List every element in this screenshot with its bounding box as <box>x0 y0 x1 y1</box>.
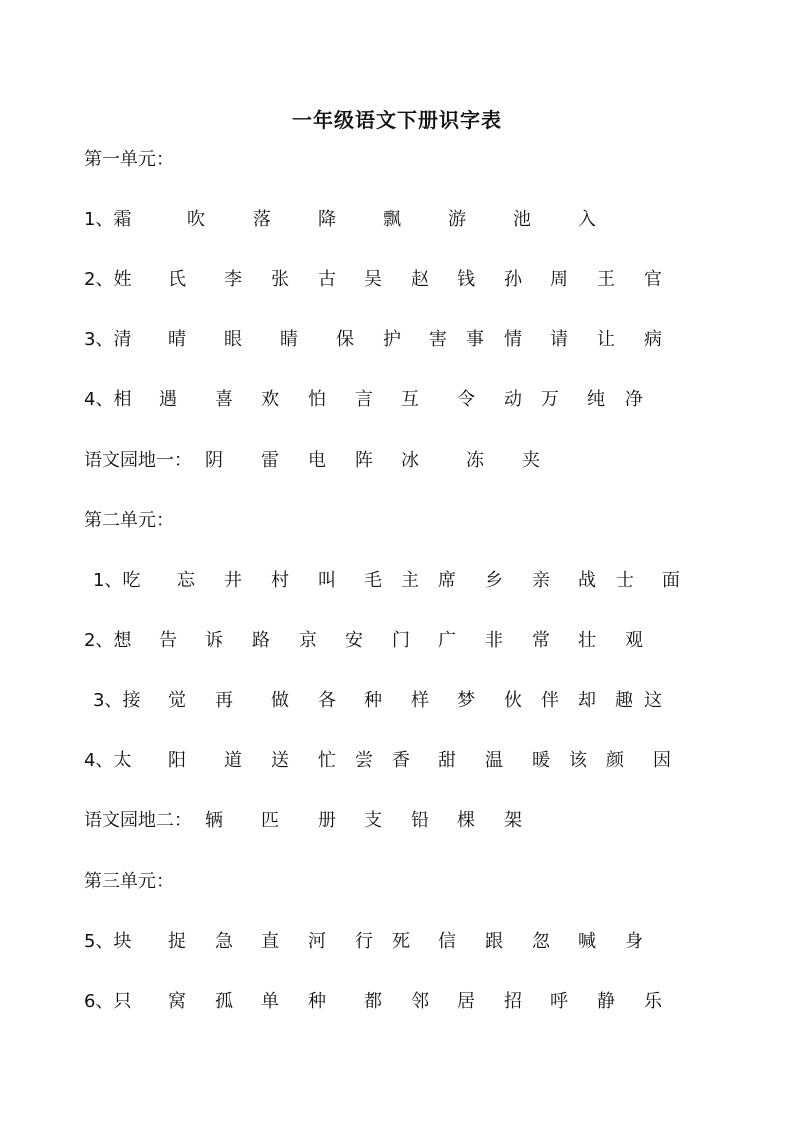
char: 样 <box>411 690 429 711</box>
char: 棵 <box>457 810 475 831</box>
char-row <box>0 686 794 716</box>
char: 周 <box>550 269 568 290</box>
char: 遇 <box>159 389 177 410</box>
char: 静 <box>597 991 615 1012</box>
row-label: 语文园地二： <box>84 810 192 831</box>
char-row <box>0 626 794 656</box>
char: 直 <box>261 931 279 952</box>
row-label: 5、块 <box>84 931 132 952</box>
char: 吴 <box>364 269 382 290</box>
char: 赵 <box>411 269 429 290</box>
unit-heading-label: 第三单元： <box>84 871 174 892</box>
unit-heading-label: 第一单元： <box>84 149 174 170</box>
char-row <box>0 446 794 476</box>
char: 毛 <box>364 570 382 591</box>
char: 居 <box>457 991 475 1012</box>
char: 觉 <box>168 690 186 711</box>
char: 阳 <box>168 750 186 771</box>
char: 叫 <box>318 570 336 591</box>
char: 万 <box>541 389 559 410</box>
char: 氏 <box>168 269 186 290</box>
char: 战 <box>578 570 596 591</box>
char: 因 <box>653 750 671 771</box>
char: 吹 <box>187 209 205 230</box>
char: 夹 <box>522 450 540 471</box>
char: 席 <box>438 570 456 591</box>
unit-heading <box>0 506 794 536</box>
char: 邻 <box>411 991 429 1012</box>
char: 睛 <box>280 329 298 350</box>
char: 池 <box>513 209 531 230</box>
char: 呼 <box>550 991 568 1012</box>
char: 情 <box>504 329 522 350</box>
char: 李 <box>224 269 242 290</box>
char: 电 <box>308 450 326 471</box>
char: 钱 <box>457 269 475 290</box>
unit-heading <box>0 867 794 897</box>
char: 乡 <box>485 570 503 591</box>
char-row <box>0 265 794 295</box>
char: 纯 <box>587 389 605 410</box>
char: 死 <box>392 931 410 952</box>
char: 却 <box>578 690 596 711</box>
char: 入 <box>578 209 596 230</box>
char: 怕 <box>308 389 326 410</box>
char: 请 <box>550 329 568 350</box>
char: 互 <box>401 389 419 410</box>
char: 非 <box>485 630 503 651</box>
char: 做 <box>271 690 289 711</box>
char: 阴 <box>205 450 223 471</box>
char: 都 <box>364 991 382 1012</box>
char: 单 <box>261 991 279 1012</box>
char: 广 <box>438 630 456 651</box>
char: 欢 <box>261 389 279 410</box>
char: 言 <box>355 389 373 410</box>
row-label: 2、姓 <box>84 269 132 290</box>
char: 喊 <box>578 931 596 952</box>
char-row <box>0 927 794 957</box>
char: 官 <box>644 269 662 290</box>
char: 辆 <box>205 810 223 831</box>
char: 士 <box>616 570 634 591</box>
char: 令 <box>457 389 475 410</box>
char-row <box>0 325 794 355</box>
char: 暖 <box>532 750 550 771</box>
char: 行 <box>355 931 373 952</box>
char: 阵 <box>355 450 373 471</box>
char: 铅 <box>411 810 429 831</box>
char: 册 <box>318 810 336 831</box>
row-label: 2、想 <box>84 630 132 651</box>
char: 信 <box>438 931 456 952</box>
char: 村 <box>271 570 289 591</box>
char: 安 <box>345 630 363 651</box>
char: 雷 <box>261 450 279 471</box>
char: 井 <box>224 570 242 591</box>
row-label: 4、太 <box>84 750 132 771</box>
char: 张 <box>271 269 289 290</box>
char-row <box>0 566 794 596</box>
char: 路 <box>252 630 270 651</box>
char: 捉 <box>168 931 186 952</box>
char: 趣 <box>615 690 633 711</box>
char: 保 <box>336 329 354 350</box>
char: 降 <box>318 209 336 230</box>
char: 晴 <box>168 329 186 350</box>
char: 伙 <box>504 690 522 711</box>
char: 动 <box>504 389 522 410</box>
char: 该 <box>569 750 587 771</box>
char: 招 <box>504 991 522 1012</box>
char: 眼 <box>224 329 242 350</box>
char: 诉 <box>205 630 223 651</box>
char-row <box>0 806 794 836</box>
char: 各 <box>318 690 336 711</box>
unit-heading-label: 第二单元： <box>84 510 174 531</box>
char: 亲 <box>532 570 550 591</box>
char: 甜 <box>438 750 456 771</box>
char: 乐 <box>644 991 662 1012</box>
char: 送 <box>271 750 289 771</box>
char: 落 <box>253 209 271 230</box>
char: 观 <box>625 630 643 651</box>
char: 让 <box>597 329 615 350</box>
char-row <box>0 746 794 776</box>
char: 跟 <box>485 931 503 952</box>
char: 喜 <box>215 389 233 410</box>
char: 急 <box>215 931 233 952</box>
char: 支 <box>364 810 382 831</box>
row-label: 6、只 <box>84 991 132 1012</box>
char: 种 <box>308 991 326 1012</box>
char: 忘 <box>177 570 195 591</box>
char: 病 <box>644 329 662 350</box>
char: 游 <box>448 209 466 230</box>
row-label: 3、接 <box>93 690 141 711</box>
char: 温 <box>485 750 503 771</box>
char: 种 <box>364 690 382 711</box>
char-row <box>0 987 794 1017</box>
char: 忽 <box>532 931 550 952</box>
char: 冰 <box>401 450 419 471</box>
char-row <box>0 205 794 235</box>
char: 孙 <box>504 269 522 290</box>
char: 王 <box>597 269 615 290</box>
char: 门 <box>392 630 410 651</box>
row-label: 1、吃 <box>93 570 141 591</box>
char: 古 <box>318 269 336 290</box>
page-title: 一年级语文下册识字表 <box>292 108 502 132</box>
char: 这 <box>644 690 662 711</box>
char: 面 <box>662 570 680 591</box>
char: 壮 <box>578 630 596 651</box>
char: 净 <box>625 389 643 410</box>
char: 告 <box>159 630 177 651</box>
char: 再 <box>215 690 233 711</box>
row-label: 4、相 <box>84 389 132 410</box>
row-label: 3、清 <box>84 329 132 350</box>
char-row <box>0 385 794 415</box>
row-label: 语文园地一： <box>84 450 192 471</box>
char: 颜 <box>606 750 624 771</box>
char: 孤 <box>215 991 233 1012</box>
char: 飘 <box>383 209 401 230</box>
char: 常 <box>532 630 550 651</box>
char: 事 <box>466 329 484 350</box>
char: 害 <box>429 329 447 350</box>
char: 香 <box>392 750 410 771</box>
char: 窝 <box>168 991 186 1012</box>
char: 忙 <box>318 750 336 771</box>
char: 河 <box>308 931 326 952</box>
char: 伴 <box>541 690 559 711</box>
char: 架 <box>504 810 522 831</box>
char: 冻 <box>466 450 484 471</box>
char: 匹 <box>261 810 279 831</box>
char: 道 <box>224 750 242 771</box>
char: 主 <box>401 570 419 591</box>
char: 梦 <box>457 690 475 711</box>
row-label: 1、霜 <box>84 209 132 230</box>
char: 护 <box>383 329 401 350</box>
unit-heading <box>0 145 794 175</box>
char: 京 <box>299 630 317 651</box>
char: 尝 <box>355 750 373 771</box>
char: 身 <box>625 931 643 952</box>
